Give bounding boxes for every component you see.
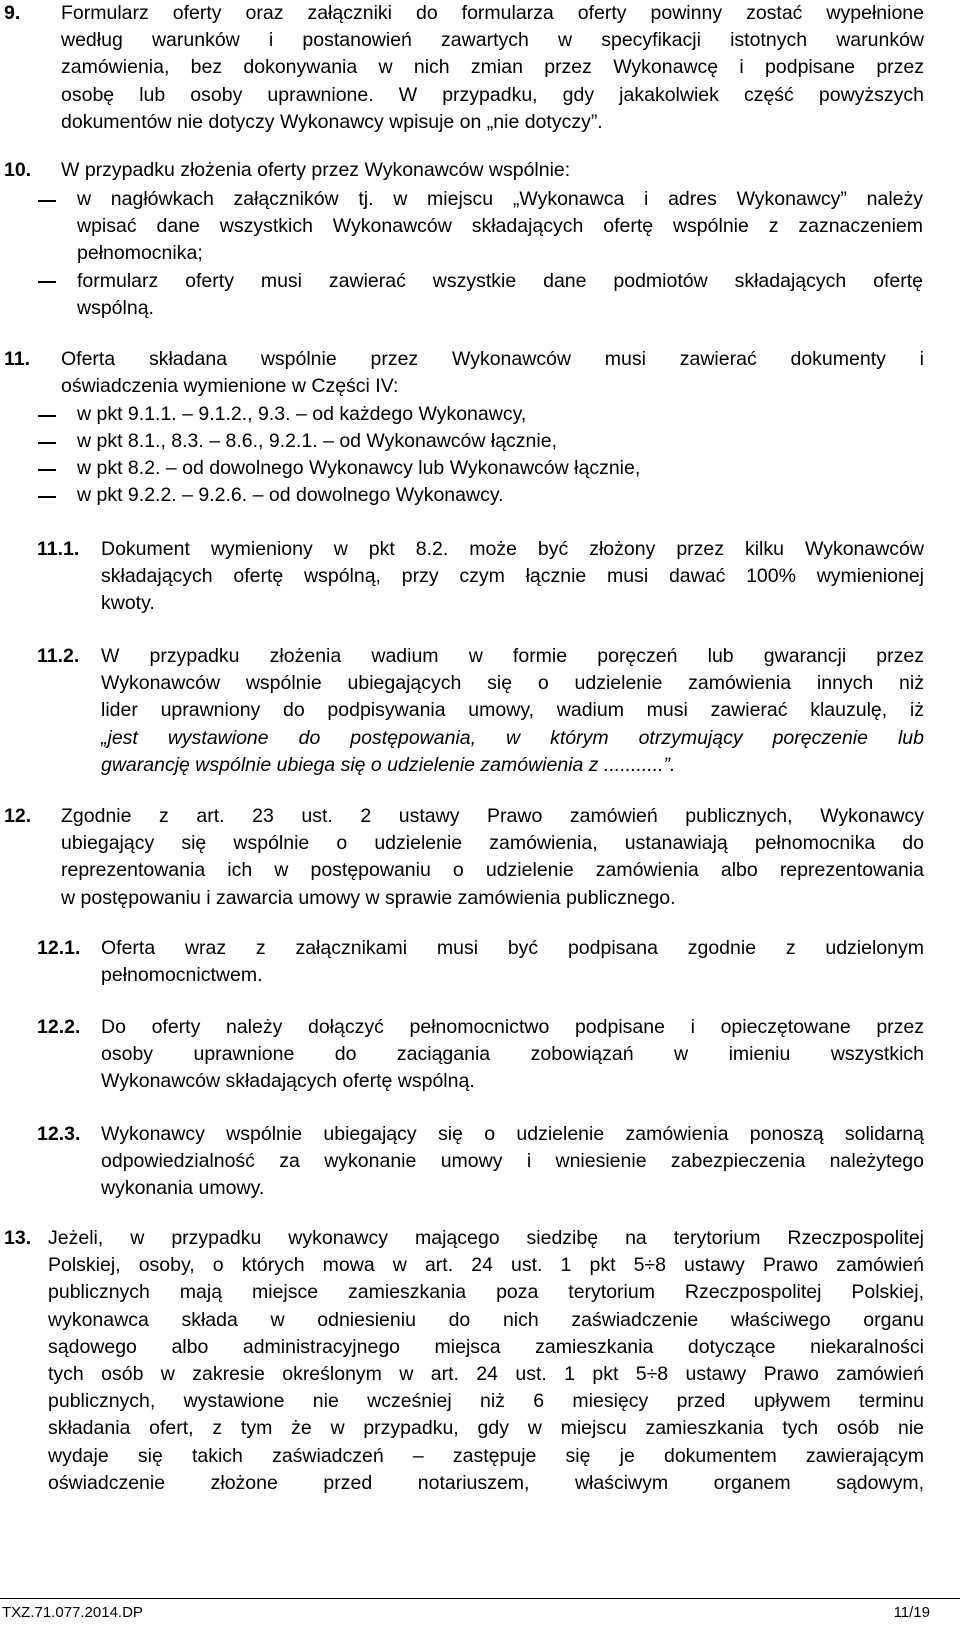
text-line: lider uprawniony do podpisywania umowy, wadium musi zawierać klauzulę, iż [101,699,924,722]
text-line: Dokument wymieniony w pkt 8.2. może być złożony przez kilku Wykonawców [101,538,924,560]
section-11-number: 11. [4,348,31,370]
section-11-text [61,346,924,400]
text-line: reprezentowania ich w postępowaniu o udzielenie zamówienia albo reprezentowania [61,859,924,882]
dash-bullet [38,415,56,417]
text-line: w postępowaniu i zawarcia umowy w sprawie zamówienia publicznego. [61,886,676,909]
section-12-text [61,803,924,912]
section-12-2-number: 12.2. [37,1016,81,1038]
section-9-number: 9. [4,2,21,24]
bullet-item: w pkt 9.2.2. – 9.2.6. – od dowolnego Wykonawcy. [77,484,504,506]
text-line: Formularz oferty oraz załączniki do formularza oferty powinny zostać wypełnione [61,2,924,24]
text-line: według warunków i postanowień zawartych w specyfikacji istotnych warunków [61,29,924,52]
text-line: Wykonawców składających ofertę wspólną. [101,1070,475,1093]
section-11-1-text [101,536,924,618]
bullet-item: w pkt 8.2. – od dowolnego Wykonawcy lub Wykonawców łącznie, [77,457,641,479]
text-line: oświadczenia wymienione w Części IV: [61,375,399,398]
section-11-2-text [101,643,924,779]
text-line: Wykonawcy wspólnie ubiegający się o udzielenie zamówienia ponoszą solidarną [101,1123,924,1145]
text-line: pełnomocnictwem. [101,964,263,987]
dash-bullet [38,469,56,471]
text-line: pełnomocnika; [77,242,203,265]
text-line: składania ofert, z tym że w przypadku, gdy w miejscu zamieszkania tych osób nie [48,1417,924,1440]
text-line: osobę lub osoby uprawnione. W przypadku, gdy jakakolwiek część powyższych [61,83,924,106]
dash-bullet [38,442,56,444]
footer-divider [0,1598,960,1599]
text-line: wykonania umowy. [101,1177,265,1200]
dash-bullet [38,200,56,202]
bullet-item: w pkt 8.1., 8.3. – 8.6., 9.2.1. – od Wykonawców łącznie, [77,430,557,452]
bullet-item: w pkt 9.1.1. – 9.1.2., 9.3. – od każdego Wykonawcy, [77,403,527,425]
text-line: Zgodnie z art. 23 ust. 2 ustawy Prawo zamówień publicznych, Wykonawcy [61,805,924,827]
section-12-1-number: 12.1. [37,937,81,959]
dash-bullet [38,281,56,283]
text-line: Wykonawców wspólnie ubiegających się o udzielenie zamówienia innych niż [101,672,924,695]
text-line: dokumentów nie dotyczy Wykonawcy wpisuje on „nie dotyczy”. [61,110,603,133]
section-10-item-2 [77,268,923,322]
text-line: odpowiedzialność za wykonanie umowy i wniesienie zabezpieczenia należytego [101,1150,924,1173]
text-line: sądowego albo administracyjnego miejsca zamieszkania dotyczące niekaralności [48,1335,924,1358]
text-line: Oferta wraz z załącznikami musi być podpisana zgodnie z udzielonym [101,937,924,959]
text-line: zamówienia, bez dokonywania w nich zmian przez Wykonawcę i podpisane przez [61,56,924,79]
section-12-number: 12. [4,805,32,827]
text-line: Polskiej, osoby, o których mowa w art. 24 ust. 1 pkt 5÷8 ustawy Prawo zamówień [48,1254,924,1277]
page-footer [0,1598,960,1628]
text-line: ubiegający się wspólnie o udzielenie zamówienia, ustanawiają pełnomocnika do [61,832,924,855]
text-line: kwoty. [101,592,155,615]
section-11-2-number: 11.2. [37,645,80,667]
section-10-heading: W przypadku złożenia oferty przez Wykonawców wspólnie: [61,159,571,181]
text-line: wykonawca składa w odniesieniu do nich zaświadczenie właściwego organu [48,1308,924,1331]
section-11-1-number: 11.1. [37,538,80,560]
italic-line: „jest wystawione do postępowania, w którym otrzymujący poręczenie lub [101,726,924,749]
section-12-3-number: 12.3. [37,1123,81,1145]
dash-bullet [38,496,56,498]
text-line: wspólną. [77,297,154,320]
text-line: składających ofertę wspólną, przy czym łącznie musi dawać 100% wymienionej [101,565,924,588]
section-13-number: 13. [4,1227,32,1249]
text-line: tych osób w zakresie określonym w art. 24 ust. 1 pkt 5÷8 ustawy Prawo zamówień [48,1362,924,1385]
text-line: wydaje się takich zaświadczeń – zastępuje się je dokumentem zawierającym [48,1444,924,1467]
text-line: Do oferty należy dołączyć pełnomocnictwo podpisane i opieczętowane przez [101,1016,924,1038]
italic-line: gwarancję wspólnie ubiega się o udzielenie zamówienia z ...........”. [101,753,676,776]
text-line: osoby uprawnione do zaciągania zobowiązań w imieniu wszystkich [101,1043,924,1066]
section-12-3-text [101,1121,924,1203]
page-number: 11/19 [893,1604,930,1621]
text-line: w nagłówkach załączników tj. w miejscu „Wykonawca i adres Wykonawcy” należy [77,188,923,210]
section-10-item-1 [77,186,923,268]
section-10-number: 10. [4,159,32,181]
document-reference: TXZ.71.077.2014.DP [2,1604,143,1621]
text-line: wpisać dane wszystkich Wykonawców składających ofertę wspólnie z zaznaczeniem [77,215,923,238]
section-9-text [61,0,924,136]
section-12-1-text [101,935,924,989]
text-line: Jeżeli, w przypadku wykonawcy mającego siedzibę na terytorium Rzeczpospolitej [48,1227,924,1249]
text-line: oświadczenie złożone przed notariuszem, właściwym organem sądowym, [48,1471,924,1494]
section-13-text [48,1225,924,1497]
text-line: W przypadku złożenia wadium w formie poręczeń lub gwarancji przez [101,645,924,667]
text-line: publicznych mają miejsce zamieszkania poza terytorium Rzeczpospolitej Polskiej, [48,1281,924,1304]
text-line: Oferta składana wspólnie przez Wykonawców musi zawierać dokumenty i [61,348,924,370]
section-12-2-text [101,1014,924,1096]
text-line: publicznych, wystawione nie wcześniej niż 6 miesięcy przed upływem terminu [48,1390,924,1413]
text-line: formularz oferty musi zawierać wszystkie dane podmiotów składających ofertę [77,270,923,292]
